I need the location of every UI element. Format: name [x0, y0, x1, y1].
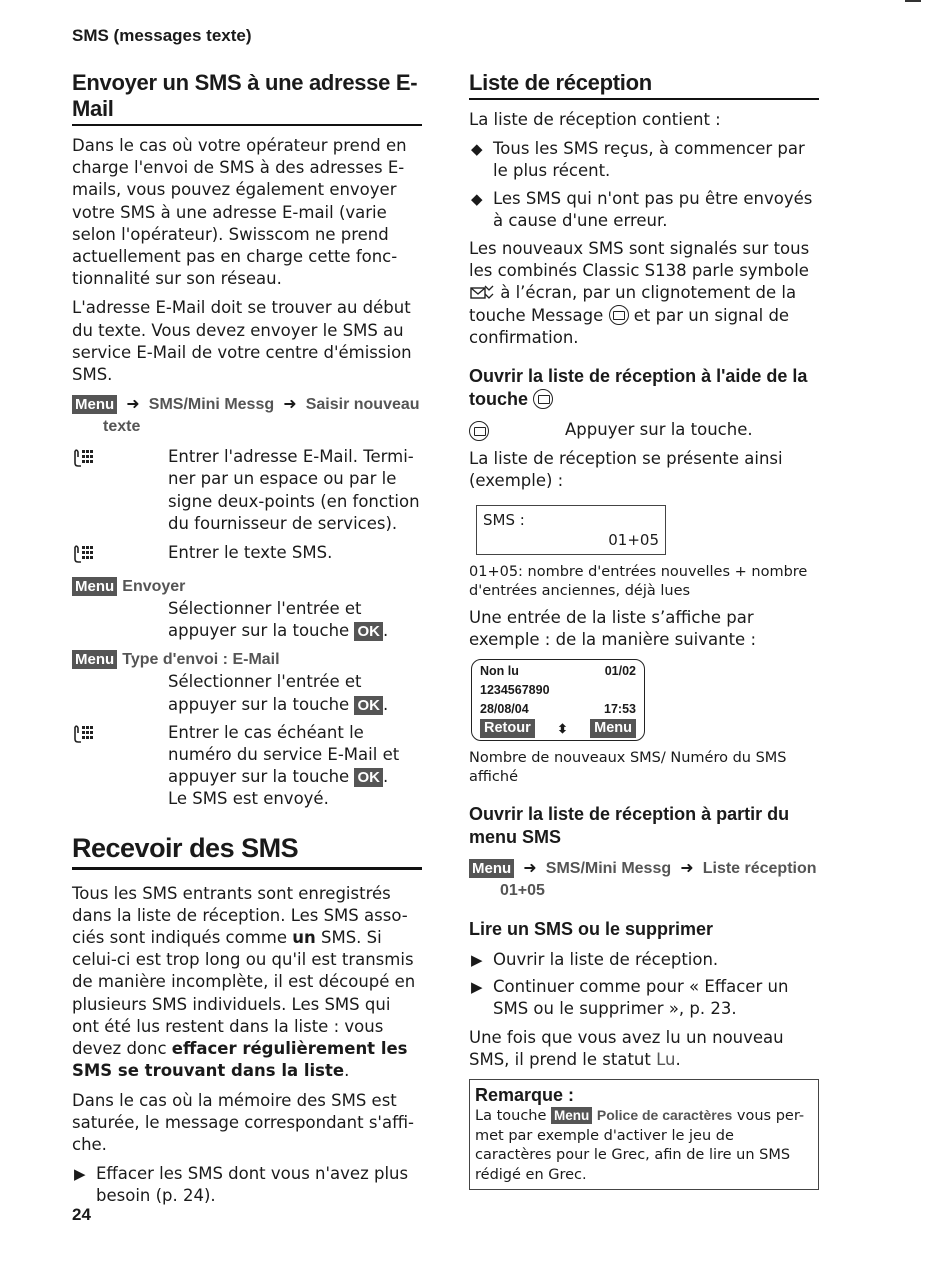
- menu-key: Menu: [469, 859, 514, 878]
- read-para: [469, 1027, 819, 1071]
- read-para-b: .: [675, 1049, 681, 1069]
- receive-bullets: [72, 1163, 422, 1207]
- keypad-icon: [72, 722, 168, 811]
- step-enter-email-text: Entrer l'adresse E-Mail. Termi-ner par un espace ou par le signe deux-points (en fonction du fournisseur de services).: [168, 447, 420, 533]
- entry-display: [471, 659, 645, 741]
- up-down-arrow-icon: ⬍: [557, 722, 568, 737]
- open-key-title-text: Ouvrir la liste de réception à l'aide de la touche: [469, 366, 808, 410]
- display-row-number: [480, 681, 636, 700]
- path-texte: texte: [103, 418, 141, 436]
- page-header: SMS (messages texte): [72, 26, 252, 45]
- keypad-icon: [72, 542, 168, 568]
- step3-text: Entrer le cas échéant le numéro du service E-Mail et appuyer sur la touche: [168, 722, 400, 787]
- read-bullet-1: Ouvrir la liste de réception.: [493, 950, 719, 970]
- arrow-icon: ➜: [126, 394, 140, 414]
- count-caption: 01+05: nombre d'entrées nouvelles + nombre d'entrées anciennes, déjà lues: [469, 563, 808, 599]
- diamond-bullet-icon: ◆: [471, 189, 483, 208]
- note-box: [469, 1079, 819, 1190]
- select-text: Sélectionner l'entrée et appuyer sur la touche: [168, 599, 362, 641]
- email-section-title: Envoyer un SMS à une adresse E-Mail: [72, 70, 422, 126]
- triangle-bullet-icon: ▶: [74, 1165, 86, 1184]
- email-menu-path: [72, 393, 422, 438]
- ok-key: OK: [354, 696, 383, 715]
- path-count: 01+05: [500, 882, 545, 900]
- display-row-status: [480, 662, 636, 681]
- path-sms-mini-messg: SMS/Mini Messg: [148, 396, 275, 414]
- receive-section-title: Recevoir des SMS: [72, 833, 422, 870]
- select-text: Sélectionner l'entrée et appuyer sur la touche: [168, 672, 362, 714]
- display-index: 01/02: [604, 664, 636, 679]
- path-liste-reception: Liste réception: [702, 860, 817, 878]
- receive-para-1-bold-un: un: [292, 928, 316, 948]
- arrow-icon: ➜: [680, 858, 694, 878]
- menu-key: Menu: [551, 1107, 592, 1124]
- read-bullet-2: Continuer comme pour « Effacer un SMS ou le supprimer », p. 23.: [493, 977, 789, 1019]
- step-enter-service: [72, 722, 422, 811]
- path-sms-mini-messg: SMS/Mini Messg: [545, 860, 672, 878]
- display-softkeys: [480, 719, 636, 738]
- note-text-a: La touche: [475, 1108, 552, 1125]
- list-item: [72, 1163, 422, 1207]
- message-key-icon: [609, 305, 629, 325]
- menu-type-line: [72, 648, 422, 671]
- list-item: [469, 976, 819, 1020]
- receive-bullet-1: Effacer les SMS dont vous n'avez plus besoin (p. 24).: [96, 1164, 409, 1206]
- display-time: 17:53: [604, 702, 636, 717]
- menu-envoyer-line: [72, 575, 422, 598]
- step-enter-text-text: Entrer le texte SMS.: [168, 543, 333, 563]
- display-number: 1234567890: [480, 683, 550, 698]
- receive-para-1-bold-effacer: effacer régulièrement les SMS se trouvant dans la liste: [72, 1039, 408, 1081]
- list-item: [469, 949, 819, 971]
- new-sms-para-a: Les nouveaux SMS sont signalés sur tous les combinés Classic S138 parle symbole: [469, 239, 810, 281]
- email-para-2: L'adresse E-Mail doit se trouver au début du texte. Vous devez envoyer le SMS au service E-Mail de votre centre d'émission SMS.: [72, 298, 412, 385]
- press-key-text: Appuyer sur la touche.: [565, 420, 753, 440]
- sms-count-display: [476, 505, 666, 555]
- list-present-text: La liste de réception se présente ainsi (exemple) :: [469, 449, 783, 491]
- note-text-b: vous per-met par exemple d'activer le jeu de caractères pour le Grec, afin de lire un SMS rédigé en Grec.: [475, 1108, 805, 1183]
- list-bullet-1: Tous les SMS reçus, à commencer par le plus récent.: [493, 139, 805, 181]
- read-para-a: Une fois que vous avez lu un nouveau SMS, il prend le statut: [469, 1027, 784, 1069]
- note-text: [475, 1106, 813, 1185]
- right-column: [469, 70, 819, 1190]
- open-menu-path: [469, 857, 819, 902]
- display-caption: Nombre de nouveaux SMS/ Numéro du SMS affiché: [469, 750, 787, 786]
- display-date: 28/08/04: [480, 702, 529, 717]
- diamond-bullet-icon: ◆: [471, 140, 483, 159]
- read-bullets: [469, 949, 819, 1021]
- list-section-title: Liste de réception: [469, 70, 819, 100]
- message-key-icon: [533, 389, 553, 409]
- menu-envoyer: Envoyer: [122, 578, 186, 596]
- page-number: 24: [72, 1205, 91, 1224]
- receive-para-1-a: Tous les SMS entrants sont enregistrés dans la liste de réception. Les SMS asso-ciés sont indiqués comme: [72, 883, 408, 948]
- list-item: [469, 188, 819, 232]
- new-sms-para-c: et par un signal de confirmation.: [469, 305, 790, 347]
- open-key-title: [469, 365, 819, 411]
- receive-para-1: [72, 883, 422, 1083]
- sms-box-count: 01+05: [608, 530, 659, 549]
- menu-key: Menu: [72, 395, 117, 414]
- note-title: Remarque :: [475, 1085, 575, 1106]
- corner-mark: [905, 0, 921, 2]
- list-bullet-2: Les SMS qui n'ont pas pu être envoyés à cause d'une erreur.: [493, 188, 813, 230]
- receive-para-1-c: .: [344, 1061, 350, 1081]
- display-row-datetime: [480, 700, 636, 719]
- list-intro: La liste de réception contient :: [469, 110, 721, 129]
- select-confirm-1: Sélectionner l'entrée et appuyer sur la touche OK .: [168, 599, 389, 641]
- read-title: Lire un SMS ou le supprimer: [469, 919, 714, 940]
- new-sms-para-b: à l’écran, par un clignotement de la touche Message: [469, 283, 797, 325]
- triangle-bullet-icon: ▶: [471, 978, 483, 997]
- softkey-menu: Menu: [590, 719, 636, 738]
- display-status: Non lu: [480, 664, 519, 679]
- left-column: [72, 70, 422, 1214]
- arrow-icon: ➜: [523, 858, 537, 878]
- menu-type-envoi: Type d'envoi : E-Mail: [122, 651, 280, 669]
- ok-key: OK: [354, 768, 383, 787]
- new-sms-envelope-icon: [469, 283, 495, 302]
- list-item: [469, 138, 819, 182]
- note-font-item: Police de caractères: [596, 1107, 733, 1124]
- status-lu: Lu: [656, 1049, 676, 1069]
- step-press-key: [469, 419, 819, 441]
- entry-intro: Une entrée de la liste s’affiche par exemple : de la manière suivante :: [469, 607, 757, 649]
- step-enter-text: [72, 542, 422, 568]
- new-sms-para: [469, 238, 819, 349]
- sms-box-label: SMS :: [483, 510, 525, 529]
- triangle-bullet-icon: ▶: [471, 951, 483, 970]
- list-bullets: [469, 138, 819, 232]
- email-para-1: Dans le cas où votre opérateur prend en charge l'envoi de SMS à des adresses E-mails, vous pouvez également envoyer votre SMS à une adresse E-mail (varie selon l'opérateur). Swisscom ne prend actuellement pas en charge cette fonc-tionnalité sur son réseau.: [72, 136, 407, 289]
- path-saisir-nouveau: Saisir nouveau: [305, 396, 420, 414]
- menu-key: Menu: [72, 650, 117, 669]
- receive-para-1-b: SMS. Si celui-ci est trop long ou qu'il est transmis de manière incomplète, il est découpé en plusieurs SMS individuels. Les SMS qui ont été lus restent dans la liste : vous devez donc: [72, 928, 416, 1059]
- menu-key: Menu: [72, 577, 117, 596]
- keypad-icon: [72, 446, 168, 535]
- select-confirm-2: Sélectionner l'entrée et appuyer sur la touche OK .: [168, 672, 389, 714]
- message-key-icon-wrap: [469, 419, 565, 441]
- open-menu-title: Ouvrir la liste de réception à partir du menu SMS: [469, 804, 790, 848]
- softkey-retour: Retour: [480, 719, 535, 738]
- step-enter-service-text: Entrer le cas échéant le numéro du service E-Mail et appuyer sur la touche OK . Le SMS est envoyé.: [168, 722, 400, 809]
- sms-sent-text: Le SMS est envoyé.: [168, 789, 329, 809]
- receive-para-2: Dans le cas où la mémoire des SMS est saturée, le message correspondant s'affi-che.: [72, 1090, 414, 1154]
- message-key-icon: [469, 421, 489, 441]
- arrow-icon: ➜: [283, 394, 297, 414]
- step-enter-email: [72, 446, 422, 535]
- ok-key: OK: [354, 622, 383, 641]
